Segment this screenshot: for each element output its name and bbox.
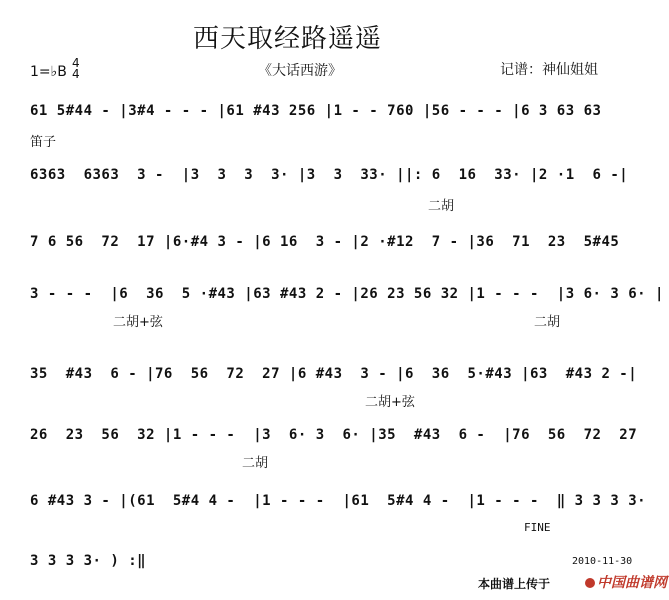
instrument-label-erhu-strings: 二胡+弦 [365,395,415,410]
site-name: 中国曲谱网 [597,575,667,591]
instrument-label-erhu: 二胡 [428,199,455,214]
time-signature [72,58,80,80]
staff-line-7: 6 #43 3 - |(61 5#4 4 - |1 - - - |61 5#4 4 - |1 - - - ‖ 3 3 3 3· [30,493,647,509]
time-signature-bottom: 4 [72,67,80,81]
date-stamp: 2010-11-30 [572,556,633,567]
site-logo[interactable] [585,572,667,592]
transcriber-credit: 记谱：神仙姐姐 [500,62,598,78]
instrument-label-flute: 笛子 [30,135,57,150]
staff-line-6: 26 23 56 32 |1 - - - |3 6· 3 6· |35 #43 6 - |76 56 72 27 [30,427,638,443]
staff-line-5: 35 #43 6 - |76 56 72 27 |6 #43 3 - |6 36 5·#43 |63 #43 2 -| [30,366,638,382]
instrument-label-erhu: 二胡 [242,456,269,471]
staff-line-4: 3 - - - |6 36 5 ·#43 |63 #43 2 - |26 23 56 32 |1 - - - |3 6· 3 6· | [30,286,664,302]
instrument-label-erhu: 二胡 [534,315,561,330]
staff-line-3: 7 6 56 72 17 |6·#4 3 - |6 16 3 - |2 ·#12 7 - |36 71 23 5#45 [30,234,620,250]
staff-line-8: 3 3 3 3· ) :‖ [30,553,147,569]
upload-note: 本曲谱上传于 [478,577,551,591]
key-signature: 1=♭B [30,64,67,80]
score-subtitle: 《大话西游》 [258,63,342,79]
staff-line-2: 6363 6363 3 - |3 3 3 3· |3 3 33· ||: 6 16 33· |2 ·1 6 -| [30,167,629,183]
logo-icon [585,578,595,588]
time-signature-top: 4 [72,56,80,70]
instrument-label-erhu-strings: 二胡+弦 [113,315,163,330]
fine-mark: FINE [524,521,551,534]
staff-line-1: 61 5#44 - |3#4 - - - |61 #43 256 |1 - - 760 |56 - - - |6 3 63 63 [30,103,602,119]
score-title: 西天取经路遥遥 [193,24,383,54]
